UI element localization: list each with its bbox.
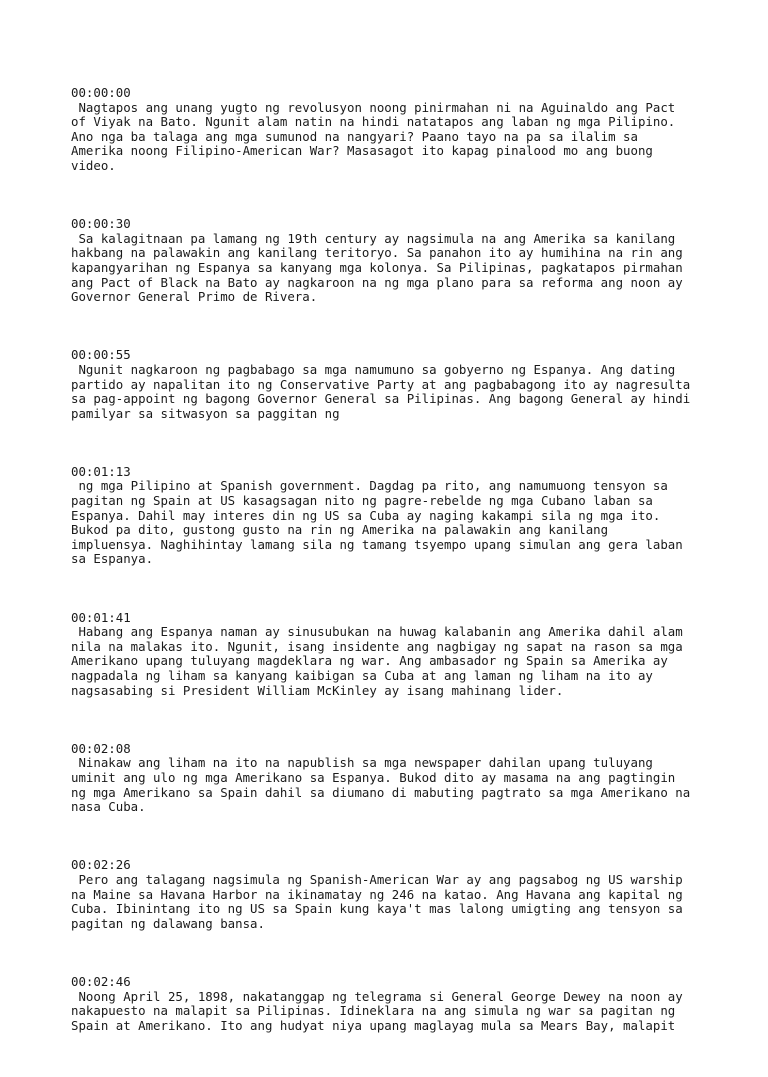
transcript-segment [71,465,711,567]
segment-text-line: pamilyar sa sitwasyon sa paggitan ng [71,405,340,421]
segment-text-line: video. [71,157,116,173]
segment-text-line: nakapuesto na malapit sa Pilipinas. Idineklara na ang simula ng war sa pagitan ng [71,1003,676,1019]
transcript-page [71,86,711,1077]
segment-text-line: Spain at Amerikano. Ito ang hudyat niya upang maglayag mula sa Mears Bay, malapit [71,1017,676,1033]
transcript-segment [71,348,711,421]
segment-text-line: of Viyak na Bato. Ngunit alam natin na hindi natatapos ang laban ng mga Pilipino. [71,114,676,130]
segment-text-line: Cuba. Ibinintang ito ng US sa Spain kung kaya't mas lalong umigting ang tensyon sa [71,901,683,917]
segment-text-line: Governor General Primo de Rivera. [71,289,318,305]
segment-text-line: Ninakaw ang liham na ito na napublish sa mga newspaper dahilan upang tuluyang [71,755,653,771]
transcript-segment [71,217,711,305]
transcript-segment [71,86,711,174]
segment-text-line: pagitan ng Spain at US kasagsagan nito ng pagre-rebelde ng mga Cubano laban sa [71,493,653,509]
segment-text-line: Habang ang Espanya naman ay sinusubukan na huwag kalabanin ang Amerika dahil alam [71,624,683,640]
segment-text-line: uminit ang ulo ng mga Amerikano sa Espanya. Bukod dito ay masama na ang pagtingin [71,769,676,785]
segment-text-line: nila na malakas ito. Ngunit, isang insidente ang nagbigay ng sapat na rason sa mga [71,638,683,654]
segment-timestamp: 00:02:46 [71,973,131,989]
segment-text-line: partido ay napalitan ito ng Conservative Party at ang pagbabagong ito ay nagresulta [71,376,691,392]
segment-timestamp: 00:02:08 [71,740,131,756]
segment-text-line: ang Pact of Black na Bato ay nagkaroon na ng mga plano para sa reforma ang noon ay [71,274,683,290]
segment-text-line: Amerikano upang tuluyang magdeklara ng war. Ang ambasador ng Spain sa Amerika ay [71,653,668,669]
segment-text-line: kapangyarihan ng Espanya sa kanyang mga kolonya. Sa Pilipinas, pagkatapos pirmahan [71,259,683,275]
segment-text-line: Sa kalagitnaan pa lamang ng 19th century ay nagsimula na ang Amerika sa kanilang [71,230,676,246]
segment-text-line: impluensya. Naghihintay lamang sila ng tamang tsyempo upang simulan ang gera laban [71,536,683,552]
segment-text-line: Amerika noong Filipino-American War? Masasagot ito kapag pinalood mo ang buong [71,143,653,159]
segment-text-line: ng mga Amerikano sa Spain dahil sa diumano di mabuting pagtrato sa mga Amerikano na [71,784,691,800]
transcript-segment [71,975,711,1033]
segment-text-line: Pero ang talagang nagsimula ng Spanish-American War ay ang pagsabog ng US warship [71,871,683,887]
segment-text-line: Espanya. Dahil may interes din ng US sa Cuba ay naging kakampi sila ng mga ito. [71,507,661,523]
segment-text-line: sa Espanya. [71,551,154,567]
segment-text-line: Ngunit nagkaroon ng pagbabago sa mga namumuno sa gobyerno ng Espanya. Ang dating [71,361,676,377]
segment-text-line: Nagtapos ang unang yugto ng revolusyon noong pinirmahan ni na Aguinaldo ang Pact [71,99,676,115]
segment-text-line: pagitan ng dalawang bansa. [71,915,265,931]
segment-timestamp: 00:01:41 [71,609,131,625]
transcript-segment [71,742,711,815]
segment-text-line: na Maine sa Havana Harbor na ikinamatay ng 246 na katao. Ang Havana ang kapital ng [71,886,683,902]
segment-text-line: Bukod pa dito, gustong gusto na rin ng Amerika na palawakin ang kanilang [71,522,609,538]
segment-timestamp: 00:00:30 [71,216,131,232]
transcript-segment [71,611,711,699]
segment-timestamp: 00:00:00 [71,85,131,100]
segment-text-line: sa pag-appoint ng bagong Governor General sa Pilipinas. Ang bagong General ay hindi [71,391,691,407]
segment-timestamp: 00:00:55 [71,347,131,363]
transcript-segment [71,858,711,931]
segment-text-line: Ano nga ba talaga ang mga sumunod na nangyari? Paano tayo na pa sa ilalim sa [71,128,638,144]
segment-text-line: Noong April 25, 1898, nakatanggap ng telegrama si General George Dewey na noon ay [71,988,683,1004]
segment-text-line: nasa Cuba. [71,799,146,815]
segment-text-line: nagsasabing si President William McKinley ay isang mahinang lider. [71,682,564,698]
segment-text-line: nagpadala ng liham sa kanyang kaibigan sa Cuba at ang laman ng liham na ito ay [71,668,653,683]
segment-timestamp: 00:01:13 [71,463,131,479]
segment-text-line: ng mga Pilipino at Spanish government. Dagdag pa rito, ang namumuong tensyon sa [71,478,668,494]
segment-text-line: hakbang na palawakin ang kanilang teritoryo. Sa panahon ito ay humihina na rin ang [71,245,683,261]
segment-timestamp: 00:02:26 [71,857,131,873]
